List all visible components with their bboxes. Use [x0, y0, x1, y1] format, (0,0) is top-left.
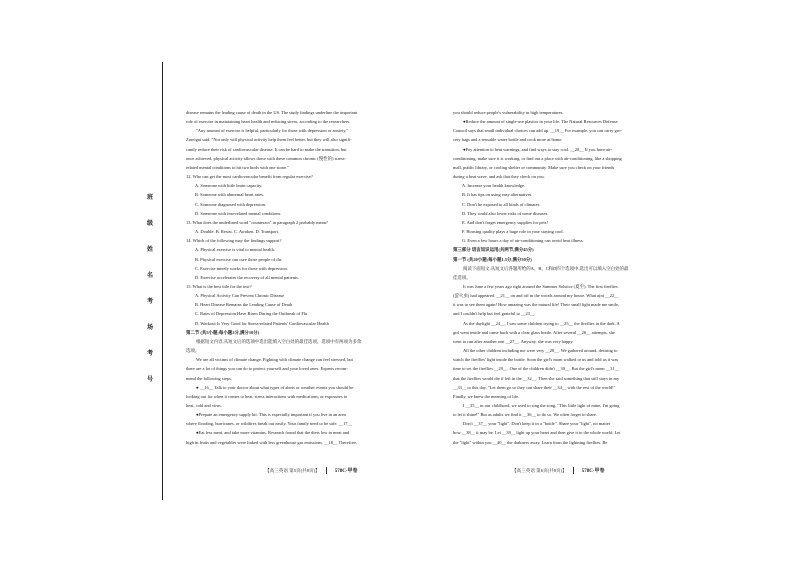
text-line: Don't __37__ your "light". Don't keep it in a "bottle". Share your "light", no matter [463, 421, 611, 427]
text-line: D. Workout Is Very Good for Stress-related Patients' Cardiovascular Health [195, 320, 329, 326]
text-line: during a heat wave, and ask that they check on you. [453, 174, 545, 180]
text-line: A. Double. B. Resist. C. Awaken. D. Transport. [195, 229, 280, 235]
text-line: We are all victims of climate change. Fighting with climate change can feel stressed, but [196, 357, 353, 363]
text-line: went to run after another one __27__. Anyway, she was very happy. [453, 338, 574, 344]
text-line: __33__ to this day. "Let them go so they can share their __34__ with the rest of the world!" [453, 384, 616, 390]
text-line: A. Increase your health knowledge. [462, 183, 526, 189]
text-line: 15. What is the best title for the text? [186, 283, 252, 289]
footer-label: 【高三英语 第6页(共8页)】 [512, 467, 567, 473]
paper-code: 578C-甲卷 [573, 467, 605, 474]
left-page-footer [265, 467, 358, 474]
text-line: 选项。 [186, 348, 200, 354]
text-line: mall, public library, or cooling shelter or community. Make sure you check on your friends [453, 164, 615, 170]
text-line: A. Someone with little brain capacity. [195, 183, 263, 189]
text-line: A. Physical Activity Can Prevent Chronic Disease [195, 293, 285, 299]
paper-code: 578C-甲卷 [326, 467, 358, 474]
text-line: time to set the fireflies __29__. One of the children didn't __30__. But the girl's mom __31__ [453, 366, 620, 372]
text-line: Council says that small individual choices can add up. __19__ For example, you can carry gro- [453, 128, 622, 134]
text-line: C. Exercise merely works for those with depression. [195, 265, 288, 271]
text-line: B. Heart Disease Remains the Leading Cause of Death [195, 302, 293, 308]
left-page [186, 108, 450, 447]
text-line: related mental conditions to hit two birds with one stone." [186, 164, 289, 170]
text-line: I __35__ in our childhood, we used to sing the song, "This little light of mine, I'm going [463, 403, 620, 408]
text-line: B. Someone with abnormal heart rates. [195, 192, 265, 198]
text-line: As the daylight __24__, I saw some children trying to __25__ the fireflies in the dark. A [463, 320, 620, 326]
right-page-footer [512, 467, 605, 474]
binding-margin-label: 班 [146, 195, 153, 201]
text-line: ●Eat less meat, and take more vitamins. Research found that the diets low in meat and [196, 430, 350, 436]
text-line: where flooding, hurricanes, or wildfires break out easily. Your family need to be safe. __17__ [186, 421, 352, 427]
binding-margin-label: 号 [146, 377, 153, 383]
text-line: E. And don't forget emergency supplies for pets! [462, 219, 548, 225]
text-line: C. Someone diagnosed with depression. [195, 201, 266, 207]
text-line: B. Physical exercise can cure those people of flu. [195, 256, 283, 262]
binding-margin-label: 名 [146, 273, 153, 279]
binding-margin [143, 195, 157, 403]
footer-label: 【高三英语 第5页(共8页)】 [265, 467, 320, 473]
binding-margin-label: 考 [146, 351, 153, 357]
right-page [453, 108, 723, 447]
text-line: C. Rates of Depression Have Risen During the Outbreak of Flu [195, 311, 308, 317]
text-line: 13. What does the underlined word "counteract" in paragraph 2 probably mean? [186, 219, 328, 225]
text-line: ● __16__ Talk to your doctor about what types of alerts or weather events you should be [196, 384, 354, 390]
text-line: Finally, we knew the meaning of life. [453, 393, 520, 399]
text-line: you should reduce people's vulnerability in high temperatures. [453, 110, 564, 115]
binding-margin-label: 级 [146, 221, 153, 227]
text-line: once achieved, physical activity allows those with these common chronic (慢性的) stress- [186, 155, 346, 161]
text-line: 根据短文内容,从短文后的选项中选出能填入空白处的最佳选项。选项中有两项为多余 [196, 338, 362, 344]
text-line: 阅读下面短文,从短文后各题所给的A、B、C和D四个选项中,选出可以填入空白处的最 [463, 265, 629, 271]
text-line: girl went inside and came back with a clear glass bottle. After several __26__ attempts, she [453, 329, 615, 335]
binding-margin-label: 场 [146, 325, 153, 331]
text-line: It was June a few years ago right around the Summer Solstice (夏至). The first fireflies [463, 283, 618, 289]
text-line: D. Exercise accelerates the recovery of all mental patients. [195, 274, 299, 280]
text-line: the "light" within you __40__ the darkness away. Learn from the lightning fireflies. Be [453, 439, 608, 445]
binding-margin-label: 姓 [146, 247, 153, 253]
text-line: All the other children including me were very __28__. We gathered around, desiring to [463, 348, 618, 354]
text-line: conditioning, make sure it is working, or find out a place with air-conditioning, like a shopping [453, 155, 622, 161]
text-line: high in fruits and vegetables were linked with less greenhouse gas emissions. __18__ Therefore, [186, 439, 358, 445]
text-line: Zureigat said. "Not only will physical activity help them feel better, but they will also signifi- [186, 137, 352, 143]
text-line: D. Someone with fear-related mental conditions. [195, 210, 282, 216]
text-line: looking out for when it comes to heat, stress interactions with medications, or exposures to [186, 393, 348, 399]
text-line: ●Pay attention to heat warnings, and find ways to stay cool. __20__ If you have air- [463, 146, 613, 152]
text-line: 第一节 (共20小题;每小题1.5分,满分30分) [453, 256, 532, 262]
text-line: A. Physical exercise is vital to mental health. [195, 247, 275, 253]
text-line: mend the following steps. [186, 375, 232, 381]
text-line: G. Even a few hours a day of air-conditioning can avoid heat illness. [462, 238, 584, 244]
binding-line [162, 62, 163, 500]
text-line: role of exercise in maintaining heart health and reducing stress, according to the researchers. [186, 119, 351, 125]
text-line: and I couldn't help but feel grateful to __23__. [453, 311, 536, 317]
text-line: cantly reduce their risk of cardiovascular disease. It can be hard to make the transition, but [186, 146, 347, 152]
text-line: it was to see them again! How amazing was the natural life! Their small light made me smile, [453, 302, 620, 308]
text-line: that the fireflies would die if left in the __32__. Then she said something that still stays in my [453, 375, 620, 381]
text-line: watch the fireflies' light inside the bottle. Soon the girl's mom walked to us and told us it was [453, 357, 619, 363]
text-line: to let it shine!" But as adults we find it __36__ to do so. We often forget to share. [453, 412, 598, 418]
text-line: "Any amount of exercise is helpful, particularly for those with depression or anxiety," [196, 128, 349, 134]
text-line: B. It has tips on using easy alternatives. [462, 192, 533, 198]
text-line: 12. Who can get the most cardiovascular benefit from regular exercise? [186, 174, 313, 180]
text-line: D. They could also lower risks of some diseases. [462, 210, 549, 216]
text-line: there are a lot of things you can do to protect yourself and your loved ones. Experts recom- [186, 366, 348, 372]
text-line: F. Housing quality plays a huge role in your staying cool. [462, 229, 564, 235]
text-line: 14. Which of the following may the findings support? [186, 238, 282, 244]
text-line: 第三部分 语言知识运用(共两节,满分45分) [453, 247, 534, 253]
text-line: heat, cold and virus. [186, 403, 222, 408]
text-line: ●Prepare an emergency supply kit. This is especially important if you live in an area [196, 412, 346, 418]
text-line: ●Reduce the amount of single-use plastics in your life. The Natural Resources Defense [463, 119, 618, 125]
text-line: disease remains the leading cause of death in the US. The study findings underline the important [186, 110, 358, 115]
text-line: how __38__ it may be. Let __39__ light up your heart and then give it to the whole world. Let [453, 430, 621, 436]
text-line: C. Don't be exposed to all kinds of climates. [462, 201, 541, 207]
text-line: 第二节 (共5小题;每小题2分,满分10分) [186, 329, 260, 335]
text-line: cery bags and a reusable water bottle and cook more at home. [453, 137, 563, 143]
text-line: (萤火虫) had appeared. __21__ on and off in the woods around my house. What a(n) __22__ [453, 293, 619, 299]
text-line: 佳选项。 [453, 274, 471, 280]
binding-margin-label: 考 [146, 299, 153, 305]
